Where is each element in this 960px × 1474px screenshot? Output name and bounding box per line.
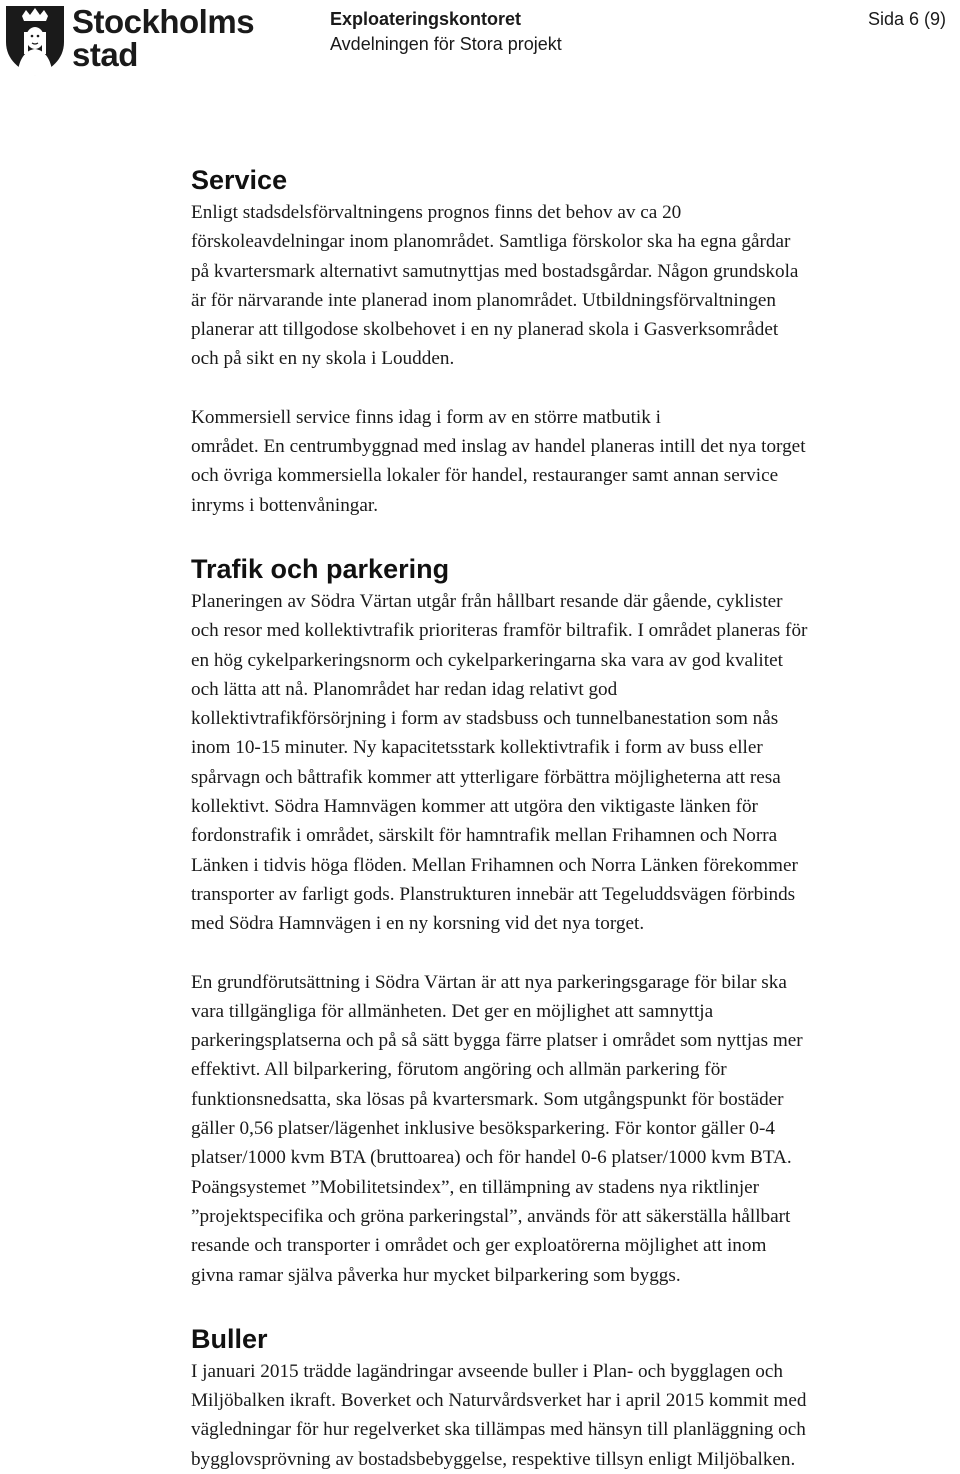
heading-trafik: Trafik och parkering xyxy=(191,553,450,584)
logo-line-1: Stockholms xyxy=(72,3,255,40)
header-organization: Exploateringskontoret xyxy=(330,9,522,29)
stockholms-stad-logo xyxy=(0,0,255,80)
header-department: Avdelningen för Stora projekt xyxy=(330,34,562,54)
buller-paragraph-1: I januari 2015 trädde lagändringar avseende buller i Plan- och bygglagen och Miljöbalken ikraft. Boverket och Naturvårdsverket har i april 2015 kommit med vägledningar för hur regelverket ska tillämpas med hänsyn till planläggning och bygglovsprövning av bostadsbebyggelse, respektive tillsyn enligt Miljöbalken. xyxy=(191,1360,807,1470)
service-paragraph-1: Enligt stadsdelsförvaltningens prognos finns det behov av ca 20 förskoleavdelningar inom planområdet. Samtliga förskolor ska ha egna gårdar på kvartersmark alternativt samutnyttjas med bostadsgårdar. Någon grundskola är för närvarande inte planerad inom planområdet. Utbildningsförvaltningen planerar att tillgodose skolbehovet i en ny planerad skola i Gasverksområdet och på sikt en ny skola i Loudden. xyxy=(191,202,799,370)
page-number: Sida 6 (9) xyxy=(867,9,946,29)
logo-line-2: stad xyxy=(72,36,138,73)
service-paragraph-2: Kommersiell service finns idag i form av en större matbutik i området. En centrumbyggnad med inslag av handel planeras intill det nya torget och övriga kommersiella lokaler för handel, restauranger samt annan service inryms i bottenvåningar. xyxy=(191,406,806,516)
document-body xyxy=(191,162,951,1474)
heading-buller: Buller xyxy=(191,1323,268,1354)
trafik-paragraph-1: Planeringen av Södra Värtan utgår från hållbart resande där gående, cyklister och resor med kollektivtrafik prioriteras framför biltrafik. I området planeras för en hög cykelparkeringsnorm och cykelparkeringarna ska vara av god kvalitet och lätta att nå. Planområdet har redan idag relativt god kollektivtrafikförsörjning i form av stadsbuss och tunnelbanestation som nås inom 10-15 minuter. Ny kapacitetsstark kollektivtrafik i form av buss eller spårvagn och båttrafik kommer att ytterligare förbättra möjligheterna att resa kollektivt. Södra Hamnvägen kommer att utgöra den viktigaste länken för fordonstrafik i området, särskilt för hamntrafik mellan Frihamnen och Norra Länken i tidvis höga flöden. Mellan Frihamnen och Norra Länken förekommer transporter av farligt gods. Planstrukturen innebär att Tegeluddsvägen förbinds med Södra Hamnvägen i en ny korsning vid det nya torget. xyxy=(191,590,808,935)
logo-wordmark xyxy=(72,5,254,71)
trafik-paragraph-2: En grundförutsättning i Södra Värtan är att nya parkeringsgarage för bilar ska vara tillgängliga för allmänheten. Det ger en möjlighet att samnyttja parkeringsplatserna och på så sätt bygga färre platser i området som nyttjas mer effektivt. All bilparkering, förutom angöring och allmän parkering för funktionsnedsatta, ska lösas på kvartersmark. Som utgångspunkt för bostäder gäller 0,56 platser/lägenhet inklusive besöksparkering. För kontor gäller 0-4 platser/1000 kvm BTA (bruttoarea) och för handel 0-6 platser/1000 kvm BTA. Poängsystemet ”Mobilitetsindex”, en tillämpning av stadens nya riktlinjer ”projektspecifika och gröna parkeringstal”, används för att säkerställa hållbart resande och transporter i området och ger exploatörerna möjlighet att inom givna ramar själva påverka hur mycket bilparkering som byggs. xyxy=(191,971,803,1286)
heading-service: Service xyxy=(191,165,288,195)
city-crest-icon xyxy=(4,2,66,78)
